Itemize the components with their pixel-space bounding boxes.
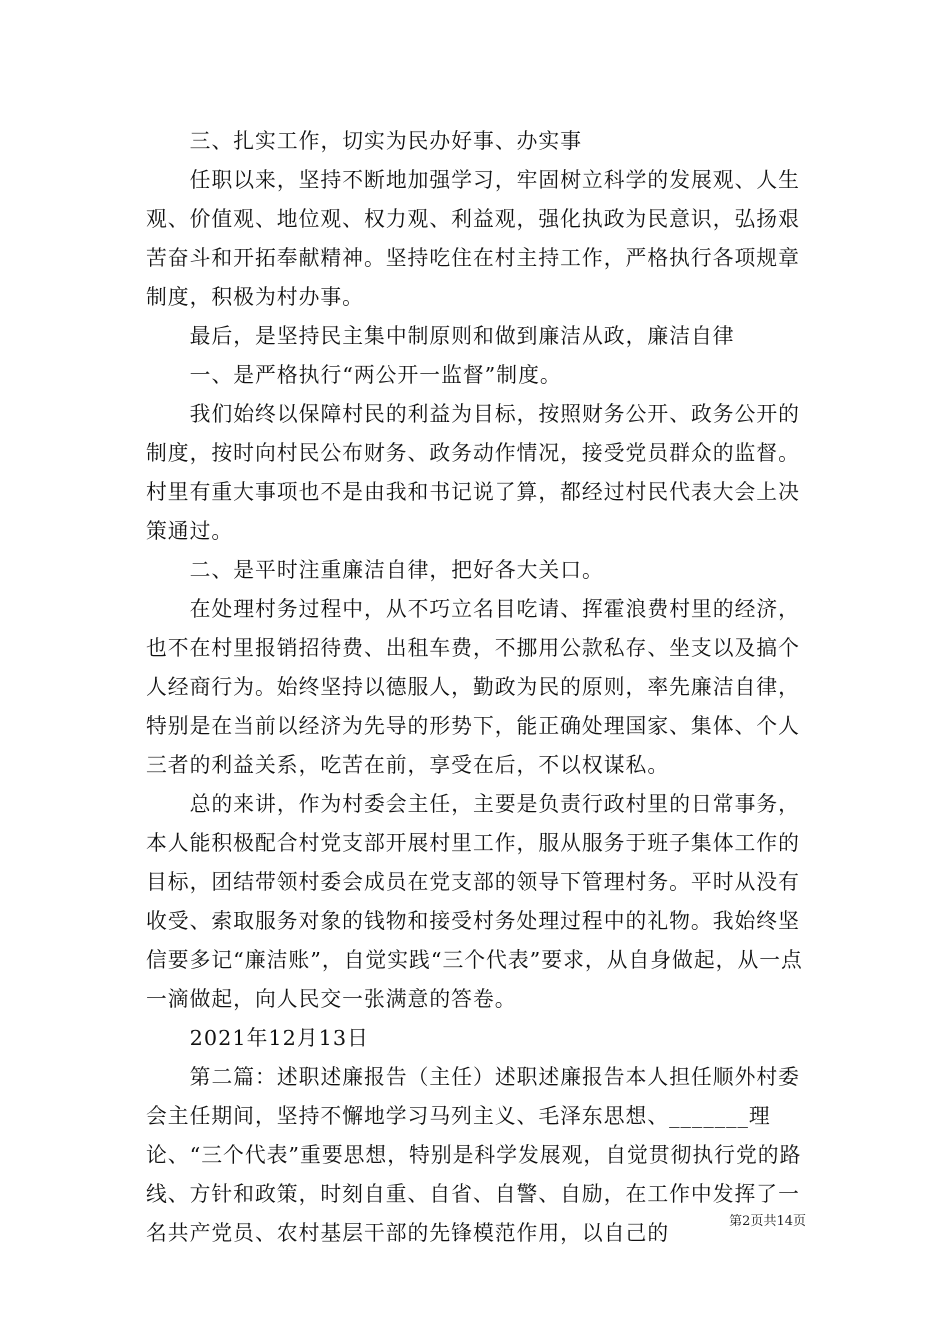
paragraph-finally: 最后，是坚持民主集中制原则和做到廉洁从政，廉洁自律 <box>189 324 735 348</box>
section-heading-two: 二、是平时注重廉洁自律，把好各大关口。 <box>189 558 604 582</box>
paragraph-second-report: 第二篇：述职述廉报告（主任）述职述廉报告本人担任顺外村委会主任期间，坚持不懈地学习马列主义、毛泽东思想、_______理论、“三个代表”重要思想，特别是科学发展观，自觉贯彻执行党的路线、方针和政策，时刻自重、自省、自警、自励，在工作中发挥了一名共产党员、农村基层干部的先锋模范作用，以自己的 <box>146 1065 802 1245</box>
page-number-footer: 第2页共14页 <box>729 1214 806 1229</box>
section-heading-three: 三、扎实工作，切实为民办好事、办实事 <box>189 129 583 153</box>
paragraph-summary: 总的来讲，作为村委会主任，主要是负责行政村里的日常事务，本人能积极配合村党支部开展村里工作，服从服务于班子集体工作的目标，团结带领村委会成员在党支部的领导下管理村务。平时从没有收受、索取服务对象的钱物和接受村务处理过程中的礼物。我始终坚信要多记“廉洁账”，自觉实践“三个代表”要求，从自身做起，从一点一滴做起，向人民交一张满意的答卷。 <box>146 792 803 1011</box>
paragraph-study: 任职以来，坚持不断地加强学习，牢固树立科学的发展观、人生观、价值观、地位观、权力观、利益观，强化执政为民意识，弘扬艰苦奋斗和开拓奉献精神。坚持吃住在村主持工作，严格执行各项规章制度，积极为村办事。 <box>146 168 800 309</box>
section-heading-one: 一、是严格执行“两公开一监督”制度。 <box>189 363 562 387</box>
paragraph-self-discipline: 在处理村务过程中，从不巧立名目吃请、挥霍浪费村里的经济，也不在村里报销招待费、出租车费，不挪用公款私存、坐支以及搞个人经商行为。始终坚持以德服人，勤政为民的原则，率先廉洁自律，特别是在当前以经济为先导的形势下，能正确处理国家、集体、个人三者的利益关系，吃苦在前，享受在后，不以权谋私。 <box>146 597 800 777</box>
document-body <box>146 122 816 1253</box>
document-date: 2021年12月13日 <box>189 1026 369 1050</box>
paragraph-supervision: 我们始终以保障村民的利益为目标，按照财务公开、政务公开的制度，按时向村民公布财务、政务动作情况，接受党员群众的监督。村里有重大事项也不是由我和书记说了算，都经过村民代表大会上决策通过。 <box>146 402 800 543</box>
